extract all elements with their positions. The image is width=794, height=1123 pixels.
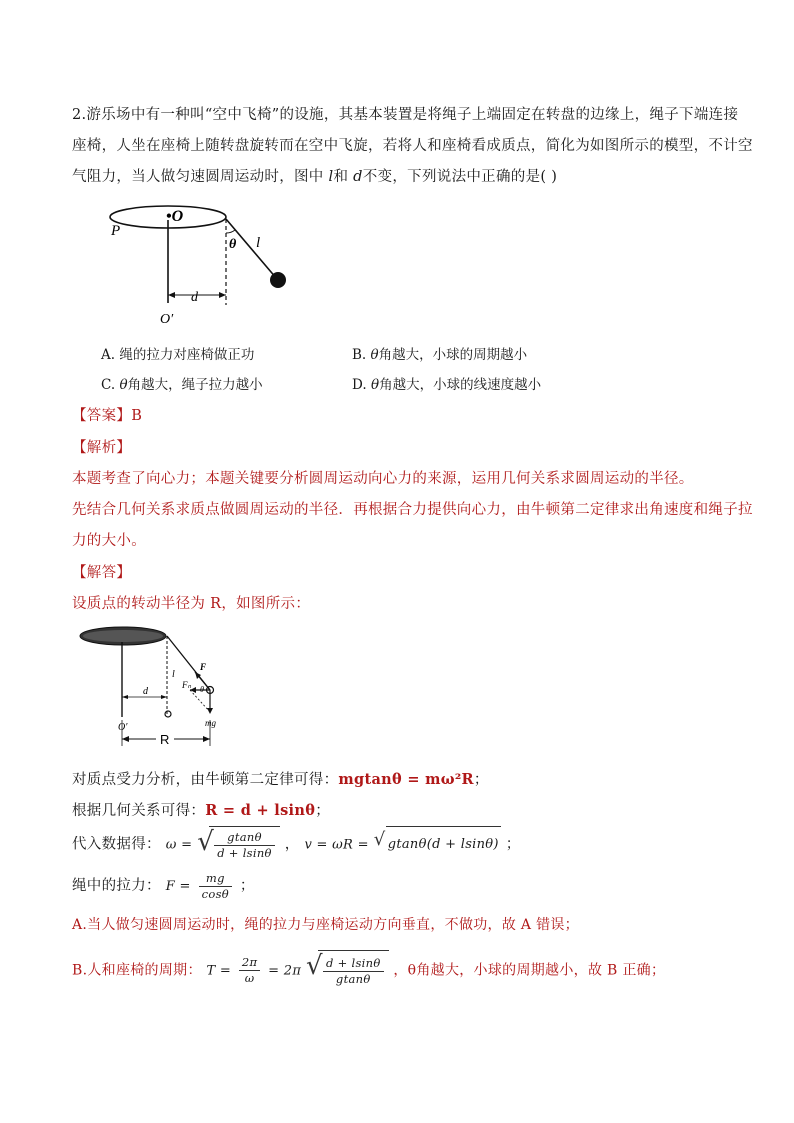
analysis-p2a: 先结合几何关系求质点做圆周运动的半径．再根据合力提供向心力，由牛顿第二定律求出角速度和绳子拉	[72, 502, 753, 518]
fig2-label-d: d	[143, 686, 148, 697]
fig1-label-d: d	[191, 290, 198, 305]
analysis-p1: 本题考查了向心力；本题关键要分析圆周运动向心力的来源，运用几何关系求圆周运动的半径。	[72, 471, 694, 487]
fig1-label-O: •O	[166, 208, 184, 225]
fig1-label-O-prime: O′	[160, 312, 174, 327]
option-b: B. θ角越大，小球的周期越小	[352, 347, 528, 363]
solution-label: 【解答】	[72, 565, 132, 581]
solution-s4: 代入数据得： ω = √ $\frac{gtan\theta}{d + lsin\theta}$ ， v = ωR = √ gtanθ(d + lsinθ) ；	[72, 826, 521, 864]
fig1-label-P: P	[111, 223, 121, 239]
question-line-2: 座椅，人坐在座椅上随转盘旋转而在空中飞旋，若将人和座椅看成质点，简化为如图所示的模型，不计空	[72, 138, 753, 154]
figure-swing-model	[105, 195, 305, 335]
solution-s1: 设质点的转动半径为 R，如图所示：	[72, 596, 311, 612]
fig2-label-mg: mg	[205, 718, 216, 728]
solution-s7: B.人和座椅的周期： T = $\frac{2\pi}{\omega}$ = 2π √ $\frac{d + lsin\theta}{gtan\theta}$ ，θ角越大，小球的周期越小，故 B 正确；	[72, 950, 665, 992]
analysis-label: 【解析】	[72, 440, 132, 456]
option-c: C. θ角越大，绳子拉力越小	[101, 377, 263, 393]
fig2-label-Fn: Fₙ	[182, 680, 192, 690]
fig2-label-R: R	[160, 732, 170, 747]
fig2-label-theta: θ	[200, 685, 204, 694]
answer-line: 【答案】B	[72, 408, 143, 424]
solution-s5: 绳中的拉力： F = $\frac{mg}{\cos\theta}$ ；	[72, 870, 255, 901]
fig2-label-l: l	[172, 669, 175, 680]
fig1-label-theta: θ	[229, 237, 237, 252]
solution-s3: 根据几何关系可得：R = d + lsinθ；	[72, 802, 330, 819]
option-a: A. 绳的拉力对座椅做正功	[101, 347, 255, 363]
figure-force-analysis	[78, 622, 248, 752]
analysis-p2b: 力的大小。	[72, 533, 146, 549]
question-line-1: 2.游乐场中有一种叫“空中飞椅”的设施，其基本装置是将绳子上端固定在转盘的边缘上，绳子下端连接	[72, 107, 739, 123]
fig2-label-O-prime: O′	[118, 722, 128, 733]
solution-s6: A.当人做匀速圆周运动时，绳的拉力与座椅运动方向垂直，不做功，故 A 错误；	[72, 917, 579, 933]
fig1-label-l: l	[256, 235, 261, 251]
solution-s2: 对质点受力分析，由牛顿第二定律可得：mgtanθ = mω²R；	[72, 771, 489, 788]
option-d: D. θ角越大，小球的线速度越小	[352, 377, 542, 393]
fig2-label-F: F	[200, 662, 207, 672]
question-line-3: 气阻力，当人做匀速圆周运动时，图中 l和 d不变，下列说法中正确的是( )	[72, 169, 558, 185]
